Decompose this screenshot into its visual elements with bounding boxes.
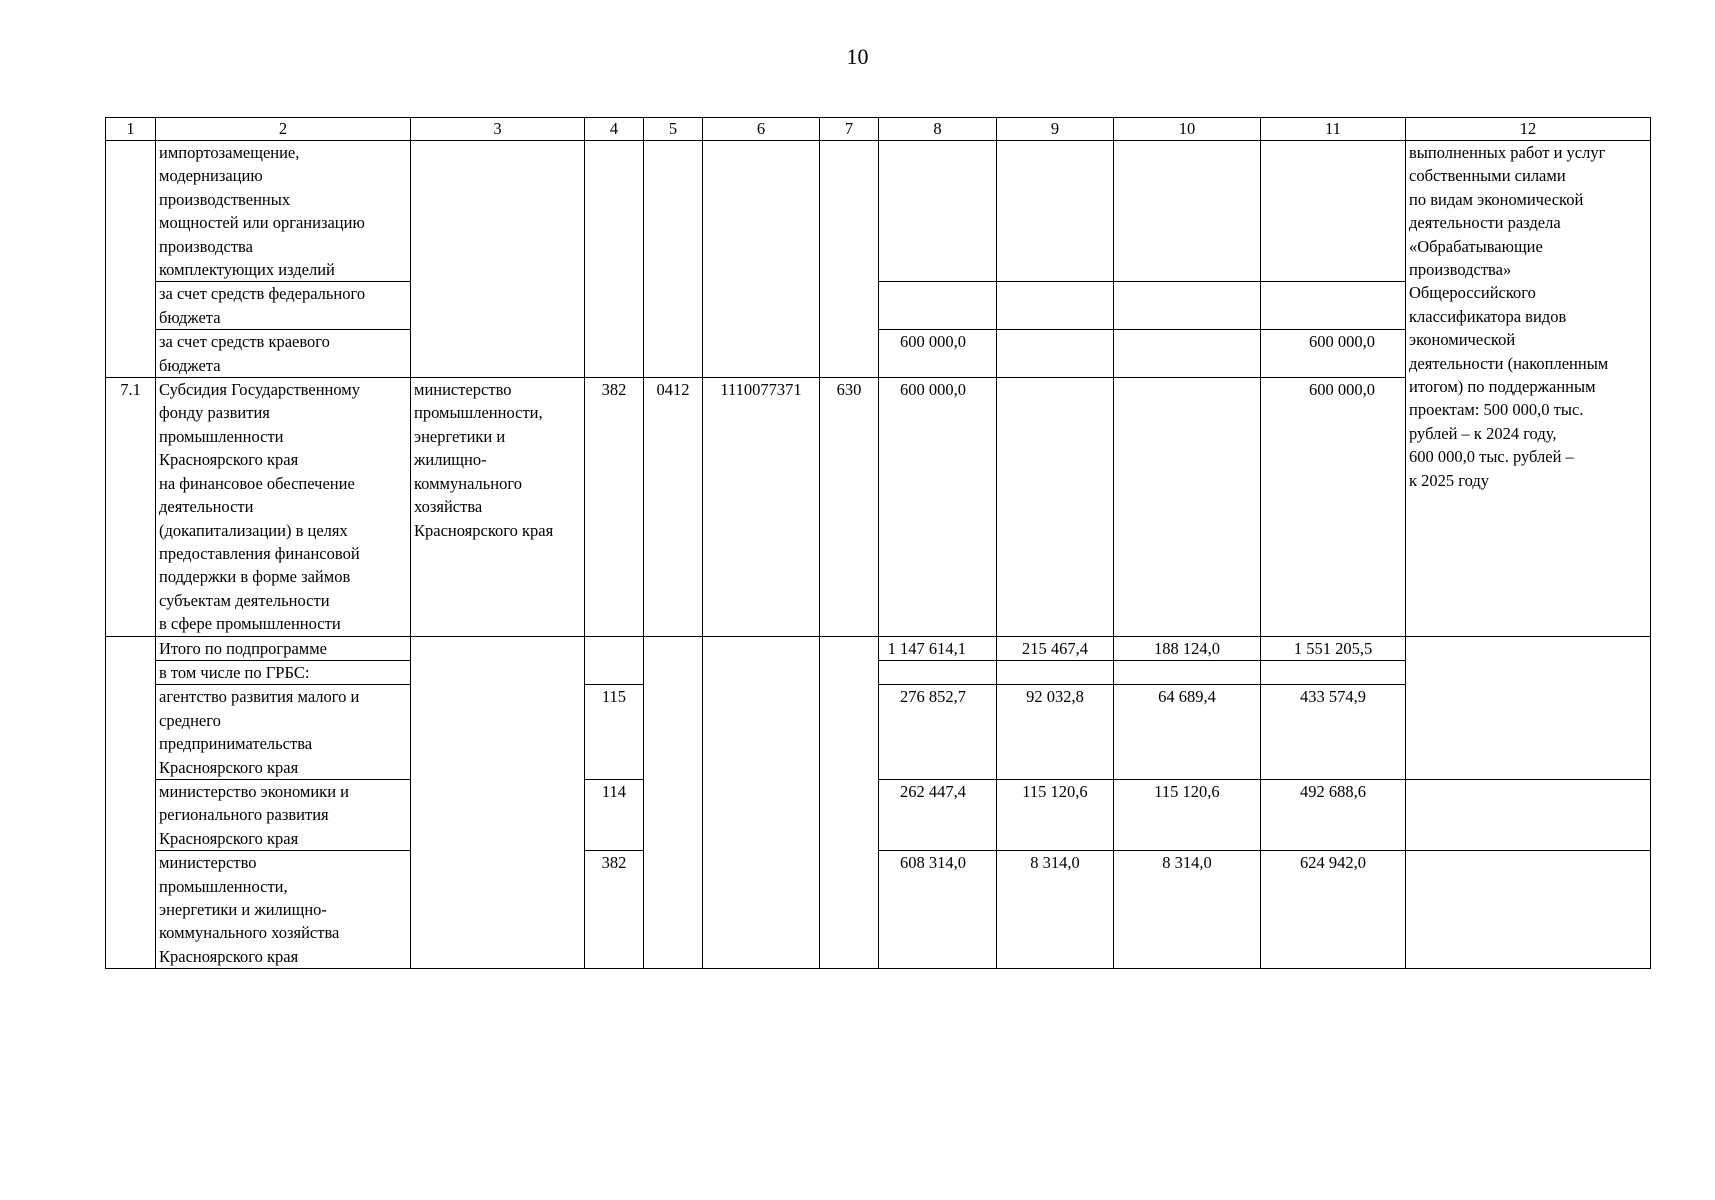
row-number: 7.1 bbox=[106, 378, 156, 636]
header-cell: 4 bbox=[585, 118, 644, 141]
header-cell: 5 bbox=[644, 118, 703, 141]
header-cell: 3 bbox=[411, 118, 585, 141]
table-cell: в том числе по ГРБС: bbox=[156, 660, 411, 684]
table-cell: 600 000,0 bbox=[1261, 378, 1406, 636]
table-cell: 0412 bbox=[644, 378, 703, 636]
table-cell bbox=[997, 378, 1114, 636]
table-cell: министерство промышленности, энергетики и жилищно- коммунального хозяйства Красноярского края bbox=[411, 378, 585, 636]
table-cell: 1 551 205,5 bbox=[1261, 636, 1406, 660]
table-cell bbox=[820, 636, 879, 969]
table-cell: 600 000,0 bbox=[879, 330, 997, 378]
table-cell bbox=[879, 141, 997, 282]
table-cell: 382 bbox=[585, 851, 644, 969]
table-cell: министерство промышленности, энергетики и жилищно- коммунального хозяйства Красноярского края bbox=[156, 851, 411, 969]
table-cell bbox=[820, 141, 879, 378]
table-cell: 115 bbox=[585, 685, 644, 780]
table-cell: Итого по подпрограмме bbox=[156, 636, 411, 660]
table-cell: 115 120,6 bbox=[997, 779, 1114, 850]
table-cell: 262 447,4 bbox=[879, 779, 997, 850]
table-cell: 276 852,7 bbox=[879, 685, 997, 780]
table-cell bbox=[644, 636, 703, 969]
table-cell bbox=[703, 141, 820, 378]
table-cell: 600 000,0 bbox=[879, 378, 997, 636]
table-cell: за счет средств краевого бюджета bbox=[156, 330, 411, 378]
table-cell: 600 000,0 bbox=[1261, 330, 1406, 378]
header-cell: 10 bbox=[1114, 118, 1261, 141]
table-cell bbox=[411, 636, 585, 969]
table-cell bbox=[1261, 141, 1406, 282]
table-cell: 8 314,0 bbox=[1114, 851, 1261, 969]
table-cell: 1110077371 bbox=[703, 378, 820, 636]
table-cell: 64 689,4 bbox=[1114, 685, 1261, 780]
table-cell: 608 314,0 bbox=[879, 851, 997, 969]
table-cell: 630 bbox=[820, 378, 879, 636]
table-cell: министерство экономики и регионального развития Красноярского края bbox=[156, 779, 411, 850]
table-cell: импортозамещение, модернизацию производственных мощностей или организацию производства комплектующих изделий bbox=[156, 141, 411, 282]
table-cell: 624 942,0 bbox=[1261, 851, 1406, 969]
table-cell bbox=[997, 660, 1114, 684]
table-cell: 92 032,8 bbox=[997, 685, 1114, 780]
table-cell bbox=[1406, 779, 1651, 850]
table-row bbox=[106, 636, 1651, 660]
table-cell bbox=[997, 282, 1114, 330]
table-cell bbox=[703, 636, 820, 969]
header-cell: 7 bbox=[820, 118, 879, 141]
table-cell bbox=[997, 330, 1114, 378]
header-cell: 9 bbox=[997, 118, 1114, 141]
table-cell: 492 688,6 bbox=[1261, 779, 1406, 850]
budget-table bbox=[105, 117, 1651, 969]
table-cell bbox=[1406, 851, 1651, 969]
table-cell bbox=[1114, 141, 1261, 282]
table-row bbox=[106, 851, 1651, 969]
table-cell bbox=[1114, 282, 1261, 330]
table-cell bbox=[879, 282, 997, 330]
table-cell bbox=[879, 660, 997, 684]
table-cell: 115 120,6 bbox=[1114, 779, 1261, 850]
indicator-cell: выполненных работ и услуг собственными силами по видам экономической деятельности раздела «Обрабатывающие производства» Общероссийского классификатора видов экономической деятельности (накопленным итогом) по поддержанным проектам: 500 000,0 тыс. рублей – к 2024 году, 600 000,0 тыс. рублей – к 2025 году bbox=[1406, 141, 1651, 637]
table-cell bbox=[106, 636, 156, 969]
table-cell bbox=[1261, 660, 1406, 684]
table-cell bbox=[997, 141, 1114, 282]
table-cell bbox=[1406, 636, 1651, 779]
table-cell: 188 124,0 bbox=[1114, 636, 1261, 660]
table-cell bbox=[1261, 282, 1406, 330]
table-cell: 114 bbox=[585, 779, 644, 850]
table-cell: 433 574,9 bbox=[1261, 685, 1406, 780]
table-row bbox=[106, 141, 1651, 282]
table-cell bbox=[585, 636, 644, 685]
header-cell: 6 bbox=[703, 118, 820, 141]
table-cell: за счет средств федерального бюджета bbox=[156, 282, 411, 330]
table-cell bbox=[1114, 660, 1261, 684]
table-cell: 215 467,4 bbox=[997, 636, 1114, 660]
table-row bbox=[106, 779, 1651, 850]
header-cell: 12 bbox=[1406, 118, 1651, 141]
table-cell: 382 bbox=[585, 378, 644, 636]
table-cell bbox=[106, 141, 156, 378]
table-cell bbox=[1114, 378, 1261, 636]
page-number: 10 bbox=[846, 44, 869, 69]
table-cell: Субсидия Государственному фонду развития промышленности Красноярского края на финансовое обеспечение деятельности (докапитализации) в целях предоставления финансовой поддержки в форме займов субъектам деятельности в сфере промышленности bbox=[156, 378, 411, 636]
header-cell: 2 bbox=[156, 118, 411, 141]
table-cell bbox=[644, 141, 703, 378]
table-cell bbox=[411, 141, 585, 378]
table-cell bbox=[1114, 330, 1261, 378]
table-cell: агентство развития малого и среднего предпринимательства Красноярского края bbox=[156, 685, 411, 780]
table-cell: 8 314,0 bbox=[997, 851, 1114, 969]
header-row bbox=[106, 118, 1651, 141]
header-cell: 8 bbox=[879, 118, 997, 141]
header-cell: 1 bbox=[106, 118, 156, 141]
header-cell: 11 bbox=[1261, 118, 1406, 141]
table-cell: 1 147 614,1 bbox=[879, 636, 997, 660]
table-cell bbox=[585, 141, 644, 378]
